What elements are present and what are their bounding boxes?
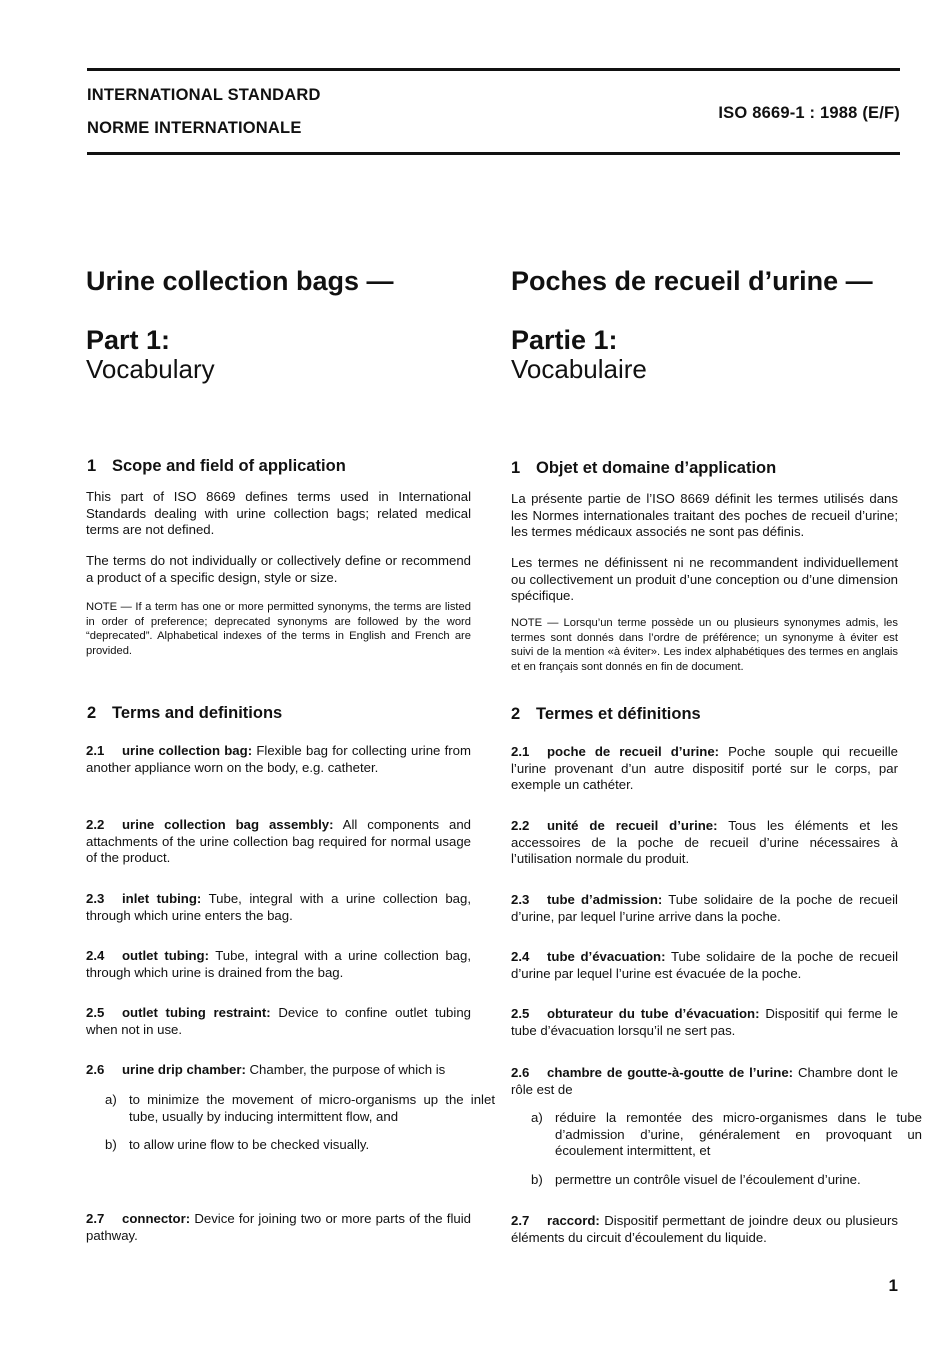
fr-term-2-6-item-b: [531, 1172, 922, 1189]
top-rule: [87, 68, 900, 71]
header-standard-fr: NORME INTERNATIONALE: [87, 119, 302, 137]
term-number: 2.4: [511, 949, 530, 964]
term-name: urine collection bag assembly:: [122, 817, 334, 832]
en-title: Urine collection bags —: [86, 266, 394, 296]
list-label: a): [105, 1092, 117, 1107]
en-section1-paragraph2: The terms do not individually or collectively define or recommend a product of a specific design, style or size.: [86, 553, 471, 585]
term-number: 2.3: [86, 891, 105, 906]
term-number: 2.5: [86, 1005, 105, 1020]
term-definition: Tube, integral with a urine collection bag, through which urine enters the bag.: [86, 891, 471, 923]
term-definition: Poche souple qui recueille l’urine provenant d’un autre dispositif porté sur le corps, par exemple un cathéter.: [511, 744, 898, 792]
fr-part: Partie 1:: [511, 325, 618, 355]
fr-section1-note: NOTE — Lorsqu’un terme possède un ou plusieurs synonymes admis, les termes sont donnés dans l’ordre de préférence; un synonyme à éviter est suivi de la mention «à éviter». Les index alphabétiques des termes en anglais et en français sont donnés en fin de document.: [511, 617, 898, 673]
list-label: b): [531, 1172, 543, 1187]
fr-section1-paragraph2: Les termes ne définissent ni ne recommandent individuellement ou collectivement un produit d’une conception ou d’une dimension spécifique.: [511, 555, 898, 603]
en-section2-number: 2: [87, 704, 97, 722]
page-number: 1: [888, 1276, 898, 1295]
term-definition: Flexible bag for collecting urine from another appliance worn on the body, e.g. catheter.: [86, 743, 471, 775]
fr-term-2-2: [511, 818, 898, 868]
term-name: urine collection bag:: [122, 743, 253, 758]
term-name: unité de recueil d’urine:: [547, 818, 718, 833]
fr-section1-heading: [511, 459, 776, 478]
en-section1-heading: [87, 457, 346, 476]
term-number: 2.7: [86, 1211, 105, 1226]
term-name: tube d’admission:: [547, 892, 663, 907]
en-section1-title: Scope and field of application: [112, 457, 346, 475]
fr-column: [511, 266, 906, 385]
fr-subtitle: Vocabulaire: [511, 354, 647, 384]
fr-section1-paragraph1: La présente partie de l’ISO 8669 définit les termes utilisés dans les Normes internationales traitant des poches de recueil d’urine; les termes médicaux associés ne sont pas définis.: [511, 491, 898, 539]
fr-term-2-4: [511, 949, 898, 982]
term-definition: Tous les éléments et les accessoires de la poche de recueil d’urine nécessaires à l’utilisation normale du produit.: [511, 818, 898, 866]
term-number: 2.6: [511, 1065, 530, 1080]
en-term-2-3: [86, 891, 471, 924]
fr-term-2-7: [511, 1213, 898, 1246]
list-text: permettre un contrôle visuel de l’écoulement d’urine.: [555, 1172, 861, 1187]
term-number: 2.1: [86, 743, 105, 758]
term-definition: All components and attachments of the urine collection bag required for normal usage of the product.: [86, 817, 471, 865]
term-number: 2.6: [86, 1062, 105, 1077]
term-definition: Dispositif qui ferme le tube d’évacuation lorsqu’il ne sert pas.: [511, 1006, 899, 1038]
fr-title: Poches de recueil d’urine —: [511, 266, 873, 296]
en-column: [86, 266, 466, 385]
en-term-2-6: [86, 1062, 471, 1079]
term-definition: Tube, integral with a urine collection bag, through which urine is drained from the bag.: [86, 948, 471, 980]
en-term-2-2: [86, 817, 471, 867]
en-part: Part 1:: [86, 325, 171, 355]
list-label: b): [105, 1137, 117, 1152]
term-definition: Chamber, the purpose of which is: [249, 1062, 446, 1077]
term-number: 2.1: [511, 744, 530, 759]
term-number: 2.2: [511, 818, 530, 833]
term-number: 2.7: [511, 1213, 530, 1228]
en-term-2-5: [86, 1005, 471, 1038]
term-name: urine drip chamber:: [122, 1062, 246, 1077]
fr-section1-title: Objet et domaine d’application: [536, 459, 777, 477]
en-term-2-4: [86, 948, 471, 981]
term-number: 2.5: [511, 1006, 530, 1021]
en-section1-paragraph1: This part of ISO 8669 defines terms used in International Standards dealing with urine collection bags; related medical terms are not defined.: [86, 489, 471, 537]
header-reference: ISO 8669-1 : 1988 (E/F): [718, 104, 900, 122]
term-number: 2.4: [86, 948, 105, 963]
fr-term-2-6-item-a: [531, 1110, 922, 1160]
term-number: 2.2: [86, 817, 105, 832]
list-text: réduire la remontée des micro-organismes dans le tube d’admission d’urine, généralement en provoquant un écoulement intermittent, et: [555, 1110, 922, 1158]
fr-term-2-3: [511, 892, 898, 925]
term-definition: Device for joining two or more parts of the fluid pathway.: [86, 1211, 472, 1243]
en-term-2-6-item-b: [105, 1137, 495, 1154]
term-name: tube d’évacuation:: [547, 949, 666, 964]
fr-section2-title: Termes et définitions: [536, 705, 701, 723]
fr-section2-number: 2: [511, 705, 521, 723]
en-section1-note: NOTE — If a term has one or more permitted synonyms, the terms are listed in order of preference; deprecated synonyms are followed by the word “deprecated”. Alphabetical indexes of the terms in English and French are provided.: [86, 601, 471, 657]
en-section1-number: 1: [87, 457, 97, 475]
term-name: inlet tubing:: [122, 891, 202, 906]
en-term-2-6-item-a: [105, 1092, 495, 1125]
term-number: 2.3: [511, 892, 530, 907]
term-name: outlet tubing:: [122, 948, 209, 963]
en-section2-heading: [87, 704, 282, 723]
fr-term-2-5: [511, 1006, 898, 1039]
term-name: poche de recueil d’urine:: [547, 744, 720, 759]
fr-term-2-1: [511, 744, 898, 794]
term-definition: Tube solidaire de la poche de recueil d’urine par lequel l’urine est évacuée de la poche.: [511, 949, 898, 981]
term-name: obturateur du tube d’évacuation:: [547, 1006, 760, 1021]
fr-section1-number: 1: [511, 459, 521, 477]
term-definition: Tube solidaire de la poche de recueil d’urine, par lequel l’urine arrive dans la poche.: [511, 892, 898, 924]
list-label: a): [531, 1110, 543, 1125]
term-name: chambre de goutte-à-goutte de l’urine:: [547, 1065, 794, 1080]
header-bottom-rule: [87, 152, 900, 155]
en-term-2-1: [86, 743, 471, 776]
fr-section2-heading: [511, 705, 701, 724]
en-subtitle: Vocabulary: [86, 354, 215, 384]
list-text: to minimize the movement of micro-organisms up the inlet tube, usually by inducing intermittent flow, and: [129, 1092, 495, 1124]
term-definition: Chambre dont le rôle est de: [511, 1065, 898, 1097]
term-definition: Dispositif permettant de joindre deux ou plusieurs éléments du circuit d’écoulement du liquide.: [511, 1213, 898, 1245]
term-definition: Device to confine outlet tubing when not in use.: [86, 1005, 471, 1037]
term-name: raccord:: [547, 1213, 600, 1228]
term-name: connector:: [122, 1211, 191, 1226]
term-name: outlet tubing restraint:: [122, 1005, 271, 1020]
fr-term-2-6: [511, 1065, 898, 1098]
en-term-2-7: [86, 1211, 471, 1244]
en-section2-title: Terms and definitions: [112, 704, 283, 722]
list-text: to allow urine flow to be checked visually.: [129, 1137, 370, 1152]
header-standard-en: INTERNATIONAL STANDARD: [87, 86, 321, 104]
